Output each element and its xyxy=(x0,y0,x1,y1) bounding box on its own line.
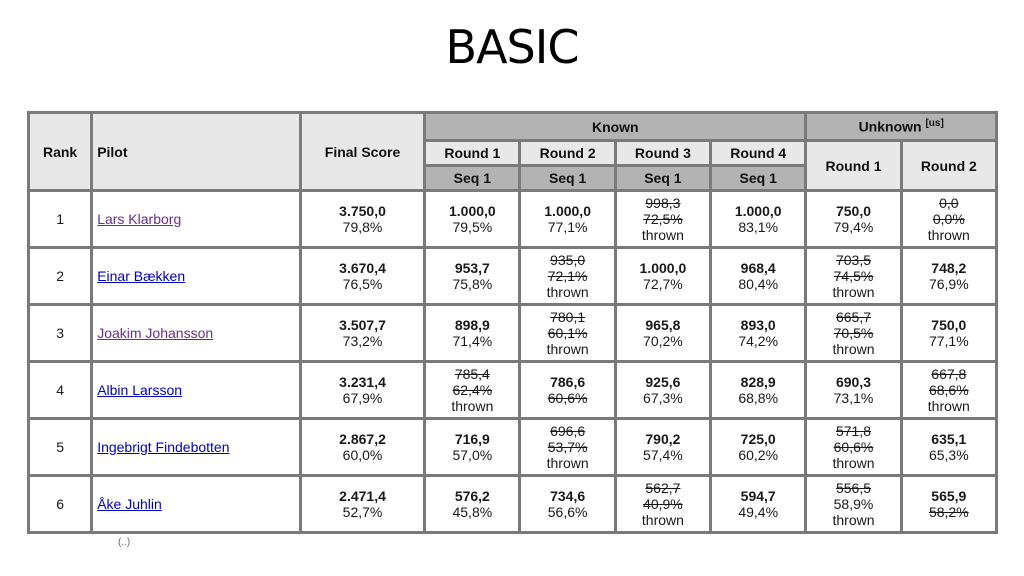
unknown-round-cell xyxy=(807,249,899,303)
round-percent: 73,1% xyxy=(833,390,874,406)
round-percent: 56,6% xyxy=(547,504,588,520)
known-round-cell xyxy=(426,363,518,417)
round-score: 571,8 xyxy=(835,423,872,439)
table-row xyxy=(30,420,995,474)
rank-cell: 6 xyxy=(30,477,90,531)
header-unknown-round: Round 1 xyxy=(807,142,899,189)
round-score: 748,2 xyxy=(931,260,967,276)
pilot-cell xyxy=(93,249,299,303)
unknown-round-cell xyxy=(903,477,995,531)
round-percent: 60,1% xyxy=(547,325,588,341)
unknown-round-cell xyxy=(903,363,995,417)
pilot-link[interactable]: Lars Klarborg xyxy=(97,211,182,227)
final-score-value: 3.670,4 xyxy=(339,260,386,276)
header-unknown-round: Round 2 xyxy=(903,142,995,189)
final-score-percent: 60,0% xyxy=(342,447,383,463)
round-score: 734,6 xyxy=(550,488,586,504)
header-known-round: Round 1 xyxy=(426,142,518,164)
unknown-round-cell xyxy=(903,249,995,303)
thrown-label: thrown xyxy=(546,341,589,357)
header-rank: Rank xyxy=(30,114,90,189)
known-round-cell xyxy=(712,192,804,246)
round-percent: 77,1% xyxy=(547,219,588,235)
header-known-round: Round 4 xyxy=(712,142,804,164)
thrown-label: thrown xyxy=(832,284,875,300)
unknown-round-cell xyxy=(903,192,995,246)
round-score: 665,7 xyxy=(835,309,872,325)
round-score: 953,7 xyxy=(454,260,490,276)
round-score: 780,1 xyxy=(550,309,586,325)
thrown-label: thrown xyxy=(832,455,875,471)
round-score: 898,9 xyxy=(454,317,490,333)
round-percent: 60,6% xyxy=(547,390,588,406)
round-score: 1.000,0 xyxy=(734,203,782,219)
final-score-value: 3.507,7 xyxy=(339,317,386,333)
unknown-round-cell xyxy=(903,420,995,474)
round-percent: 68,8% xyxy=(738,390,779,406)
thrown-label: thrown xyxy=(832,341,875,357)
round-score: 750,0 xyxy=(931,317,967,333)
round-percent: 58,2% xyxy=(928,504,969,520)
thrown-label: thrown xyxy=(832,512,875,528)
unknown-round-cell xyxy=(807,192,899,246)
round-score: 635,1 xyxy=(931,431,967,447)
round-score: 893,0 xyxy=(740,317,776,333)
final-score-cell xyxy=(302,249,423,303)
pilot-link[interactable]: Einar Bækken xyxy=(97,268,186,284)
round-percent: 72,1% xyxy=(547,268,588,284)
round-percent: 80,4% xyxy=(738,276,779,292)
round-score: 594,7 xyxy=(740,488,776,504)
known-round-cell xyxy=(426,192,518,246)
thrown-label: thrown xyxy=(927,398,970,414)
header-seq: Seq 1 xyxy=(712,167,804,189)
round-percent: 60,6% xyxy=(833,439,874,455)
round-percent: 53,7% xyxy=(547,439,588,455)
header-unknown xyxy=(807,114,995,139)
round-score: 968,4 xyxy=(740,260,776,276)
round-percent: 65,3% xyxy=(928,447,969,463)
pilot-cell xyxy=(93,477,299,531)
round-percent: 71,4% xyxy=(452,333,493,349)
pilot-link[interactable]: Ingebrigt Findebotten xyxy=(97,439,230,455)
round-score: 0,0 xyxy=(939,195,959,211)
final-score-percent: 52,7% xyxy=(342,504,383,520)
round-score: 1.000,0 xyxy=(639,260,687,276)
table-row xyxy=(30,306,995,360)
known-round-cell xyxy=(521,306,613,360)
pilot-link[interactable]: Åke Juhlin xyxy=(97,496,162,512)
header-unknown-sup: [us] xyxy=(925,118,944,130)
round-score: 690,3 xyxy=(835,374,872,390)
round-score: 786,6 xyxy=(550,374,586,390)
unknown-round-cell xyxy=(903,306,995,360)
pilot-cell xyxy=(93,420,299,474)
pilot-link[interactable]: Joakim Johansson xyxy=(97,325,214,341)
final-score-percent: 76,5% xyxy=(342,276,383,292)
unknown-round-cell xyxy=(807,477,899,531)
known-round-cell xyxy=(617,306,709,360)
table-row xyxy=(30,363,995,417)
known-round-cell xyxy=(521,192,613,246)
rank-cell: 5 xyxy=(30,420,90,474)
header-pilot: Pilot xyxy=(93,114,299,189)
known-round-cell xyxy=(521,363,613,417)
known-round-cell xyxy=(521,249,613,303)
final-score-cell xyxy=(302,477,423,531)
thrown-label: thrown xyxy=(546,455,589,471)
round-percent: 72,5% xyxy=(643,211,683,227)
round-percent: 72,7% xyxy=(643,276,683,292)
known-round-cell xyxy=(712,306,804,360)
rank-cell: 2 xyxy=(30,249,90,303)
round-percent: 0,0% xyxy=(932,211,965,227)
final-score-cell xyxy=(302,306,423,360)
round-percent: 57,4% xyxy=(643,447,683,463)
table-row xyxy=(30,192,995,246)
round-score: 750,0 xyxy=(835,203,872,219)
table-row xyxy=(30,477,995,531)
thrown-label: thrown xyxy=(927,227,970,243)
final-score-percent: 73,2% xyxy=(342,333,383,349)
round-score: 998,3 xyxy=(645,195,681,211)
known-round-cell xyxy=(617,420,709,474)
round-score: 790,2 xyxy=(645,431,681,447)
final-score-value: 3.750,0 xyxy=(339,203,386,219)
pilot-cell xyxy=(93,306,299,360)
known-round-cell xyxy=(712,363,804,417)
results-table xyxy=(27,111,998,534)
known-round-cell xyxy=(521,477,613,531)
rank-cell: 1 xyxy=(30,192,90,246)
round-score: 935,0 xyxy=(550,252,586,268)
known-round-cell xyxy=(426,477,518,531)
final-score-cell xyxy=(302,192,423,246)
header-seq: Seq 1 xyxy=(617,167,709,189)
header-known-round: Round 3 xyxy=(617,142,709,164)
final-score-cell xyxy=(302,363,423,417)
final-score-value: 2.867,2 xyxy=(339,431,386,447)
round-score: 576,2 xyxy=(454,488,490,504)
header-seq: Seq 1 xyxy=(426,167,518,189)
round-score: 785,4 xyxy=(454,366,490,382)
round-score: 556,5 xyxy=(835,480,872,496)
known-round-cell xyxy=(712,420,804,474)
round-percent: 60,2% xyxy=(738,447,779,463)
header-known-round: Round 2 xyxy=(521,142,613,164)
round-percent: 76,9% xyxy=(928,276,969,292)
round-percent: 77,1% xyxy=(928,333,969,349)
final-score-cell xyxy=(302,420,423,474)
results-body xyxy=(30,192,995,531)
known-round-cell xyxy=(521,420,613,474)
header-seq: Seq 1 xyxy=(521,167,613,189)
unknown-round-cell xyxy=(807,420,899,474)
unknown-round-cell xyxy=(807,306,899,360)
round-percent: 83,1% xyxy=(738,219,779,235)
known-round-cell xyxy=(712,249,804,303)
table-row xyxy=(30,249,995,303)
thrown-label: thrown xyxy=(641,512,684,528)
page-title: BASIC xyxy=(445,20,579,74)
round-percent: 79,4% xyxy=(833,219,874,235)
round-percent: 57,0% xyxy=(452,447,493,463)
round-score: 565,9 xyxy=(931,488,967,504)
round-score: 667,8 xyxy=(931,366,967,382)
header-final-score: Final Score xyxy=(302,114,423,189)
round-score: 696,6 xyxy=(550,423,586,439)
known-round-cell xyxy=(712,477,804,531)
round-percent: 45,8% xyxy=(452,504,493,520)
unknown-round-cell xyxy=(807,363,899,417)
final-score-value: 3.231,4 xyxy=(339,374,386,390)
round-score: 965,8 xyxy=(645,317,681,333)
header-unknown-label: Unknown xyxy=(858,118,922,135)
final-score-percent: 67,9% xyxy=(342,390,383,406)
thrown-label: thrown xyxy=(451,398,494,414)
final-score-value: 2.471,4 xyxy=(339,488,386,504)
round-score: 828,9 xyxy=(740,374,776,390)
round-percent: 67,3% xyxy=(643,390,683,406)
round-percent: 74,5% xyxy=(833,268,874,284)
rank-cell: 3 xyxy=(30,306,90,360)
round-percent: 58,9% xyxy=(833,496,874,512)
known-round-cell xyxy=(617,477,709,531)
round-percent: 79,5% xyxy=(452,219,493,235)
known-round-cell xyxy=(617,363,709,417)
known-round-cell xyxy=(426,420,518,474)
round-percent: 62,4% xyxy=(452,382,493,398)
known-round-cell xyxy=(426,249,518,303)
rank-cell: 4 xyxy=(30,363,90,417)
round-percent: 70,5% xyxy=(833,325,874,341)
round-score: 562,7 xyxy=(645,480,681,496)
thrown-label: thrown xyxy=(641,227,684,243)
round-percent: 74,2% xyxy=(738,333,779,349)
round-percent: 70,2% xyxy=(643,333,683,349)
header-known: Known xyxy=(426,114,804,139)
round-score: 1.000,0 xyxy=(448,203,496,219)
final-score-percent: 79,8% xyxy=(342,219,383,235)
pilot-cell xyxy=(93,192,299,246)
known-round-cell xyxy=(426,306,518,360)
round-score: 703,5 xyxy=(835,252,872,268)
round-score: 1.000,0 xyxy=(544,203,591,219)
pilot-cell xyxy=(93,363,299,417)
known-round-cell xyxy=(617,249,709,303)
round-score: 725,0 xyxy=(740,431,776,447)
round-score: 716,9 xyxy=(454,431,490,447)
known-round-cell xyxy=(617,192,709,246)
round-percent: 40,9% xyxy=(643,496,683,512)
round-percent: 68,6% xyxy=(928,382,969,398)
round-score: 925,6 xyxy=(645,374,681,390)
footnote: (..) xyxy=(118,537,131,548)
round-percent: 49,4% xyxy=(738,504,779,520)
round-percent: 75,8% xyxy=(452,276,493,292)
pilot-link[interactable]: Albin Larsson xyxy=(97,382,183,398)
thrown-label: thrown xyxy=(546,284,589,300)
